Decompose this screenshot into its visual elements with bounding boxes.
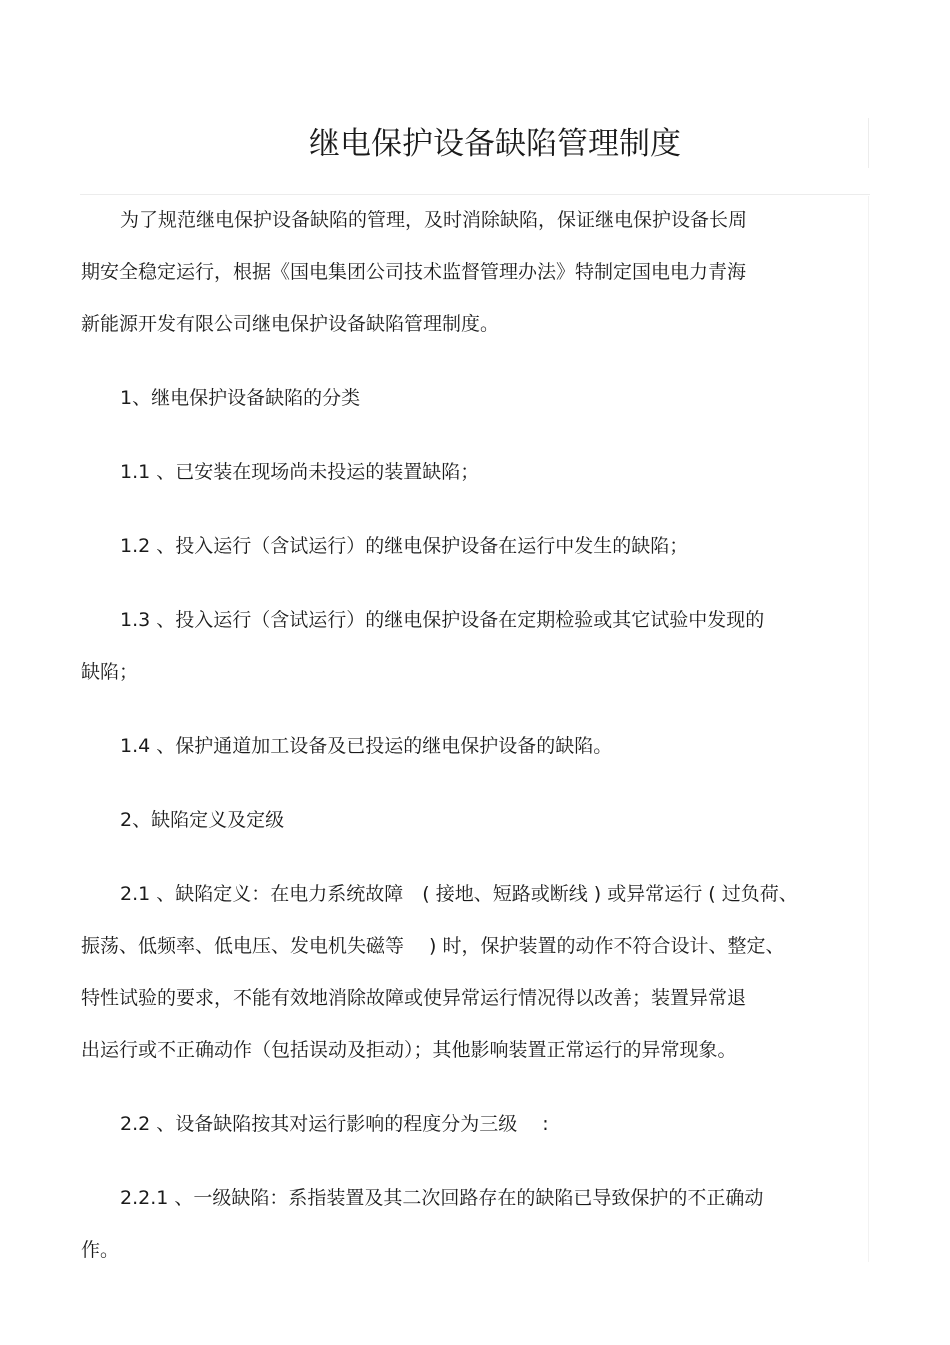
paragraph <box>81 868 861 1076</box>
paragraph <box>81 194 861 350</box>
text-line: 2、缺陷定义及定级 <box>120 809 285 831</box>
text-line: 2.2 、设备缺陷按其对运行影响的程度分为三级 : <box>120 1113 549 1135</box>
text-line: 1.3 、投入运行（含试运行）的继电保护设备在定期检验或其它试验中发现的 <box>120 609 765 631</box>
text-line: 1、继电保护设备缺陷的分类 <box>120 387 361 409</box>
text-line: 缺陷； <box>81 661 139 683</box>
text-line: 1.4 、保护通道加工设备及已投运的继电保护设备的缺陷。 <box>120 735 613 757</box>
paragraph <box>81 794 861 846</box>
paragraph <box>81 1098 861 1150</box>
text-line: 2.1 、缺陷定义：在电力系统故障 ( 接地、短路或断线 ) 或异常运行 ( 过负荷、 <box>120 883 798 905</box>
text-line: 出运行或不正确动作（包括误动及拒动）；其他影响装置正常运行的异常现象。 <box>81 1039 737 1061</box>
document-title: 继电保护设备缺陷管理制度 <box>309 126 681 162</box>
text-line: 振荡、低频率、低电压、发电机失磁等 ) 时，保护装置的动作不符合设计、整定、 <box>81 935 785 957</box>
paragraph <box>81 720 861 772</box>
text-line: 1.2 、投入运行（含试运行）的继电保护设备在运行中发生的缺陷； <box>120 535 689 557</box>
text-line: 为了规范继电保护设备缺陷的管理，及时消除缺陷，保证继电保护设备长周 <box>120 209 748 231</box>
text-line: 1.1 、已安装在现场尚未投运的装置缺陷； <box>120 461 480 483</box>
paragraph <box>81 446 861 498</box>
text-line: 新能源开发有限公司继电保护设备缺陷管理制度。 <box>81 313 500 335</box>
paragraph <box>81 594 861 698</box>
paragraph <box>81 1172 861 1276</box>
margin-line <box>868 196 869 1262</box>
text-line: 作。 <box>81 1239 120 1261</box>
text-line: 2.2.1 、一级缺陷：系指装置及其二次回路存在的缺陷已导致保护的不正确动 <box>120 1187 764 1209</box>
text-line: 特性试验的要求，不能有效地消除故障或使异常运行情况得以改善；装置异常退 <box>81 987 747 1009</box>
paragraph <box>81 372 861 424</box>
paragraph <box>81 520 861 572</box>
text-line: 期安全稳定运行，根据《国电集团公司技术监督管理办法》特制定国电电力青海 <box>81 261 747 283</box>
document-body <box>81 194 861 1298</box>
